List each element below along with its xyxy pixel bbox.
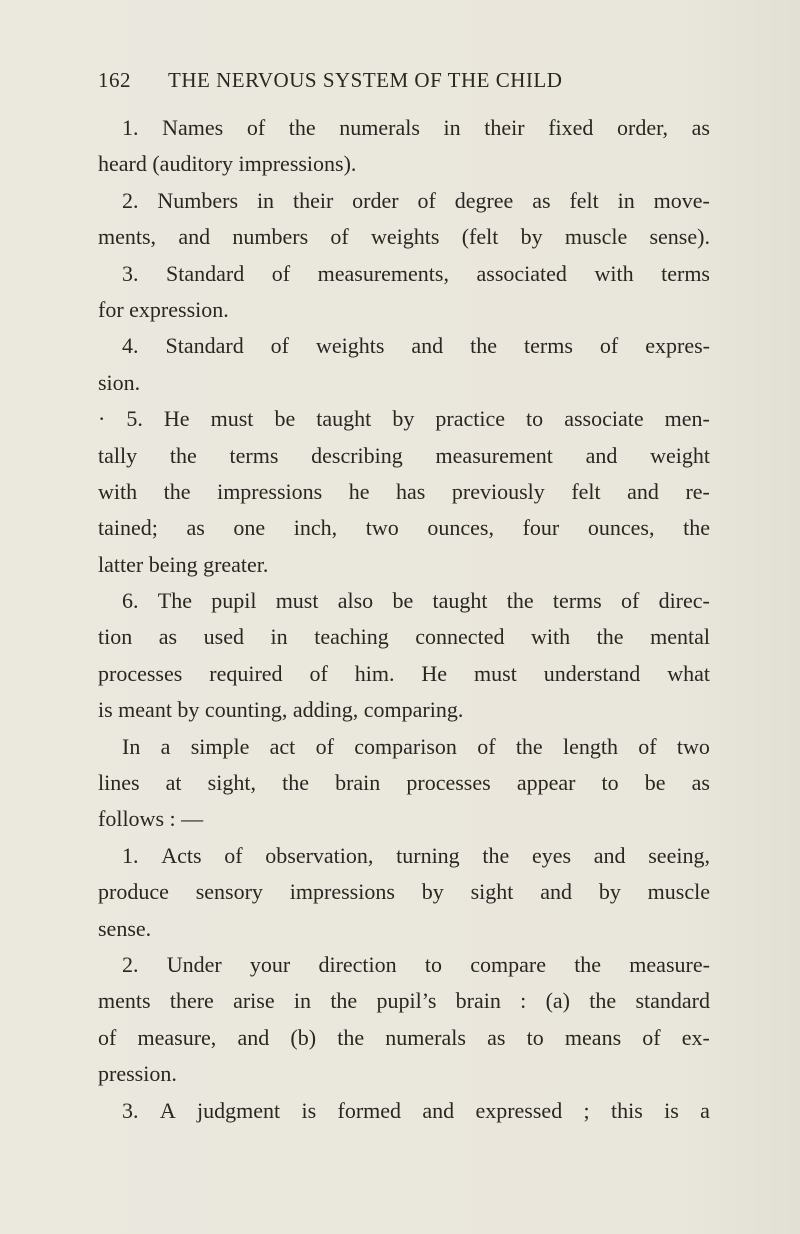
text-line: produce sensory impressions by sight and by muscle [98,879,710,905]
text-line: 3. A judgment is formed and expressed ; this is a [122,1097,710,1123]
body-text [98,110,710,1129]
page-header [98,68,708,93]
text-line: tally the terms describing measurement and weight [98,442,710,468]
text-line: 2. Numbers in their order of degree as felt in move- [122,187,710,213]
text-line: · 5. He must be taught by practice to associate men- [98,406,710,432]
text-line: pression. [98,1061,177,1087]
text-line: of measure, and (b) the numerals as to means of ex- [98,1024,710,1050]
text-line: ments there arise in the pupil’s brain : (a) the standard [98,988,710,1014]
text-line: tained; as one inch, two ounces, four ounces, the [98,515,710,541]
page-number: 162 [98,68,131,92]
running-head: THE NERVOUS SYSTEM OF THE CHILD [168,68,563,92]
text-line: for expression. [98,296,229,322]
text-line: sion. [98,369,141,395]
text-line: heard (auditory impressions). [98,151,357,177]
text-line: follows : — [98,806,204,832]
text-line: 2. Under your direction to compare the measure- [122,951,710,977]
text-line: 3. Standard of measurements, associated with terms [122,260,710,286]
text-line: 6. The pupil must also be taught the terms of direc- [122,588,710,614]
text-line: 1. Names of the numerals in their fixed order, as [122,115,710,140]
text-line: with the impressions he has previously felt and re- [98,478,710,504]
text-line: processes required of him. He must understand what [98,660,710,686]
text-line: In a simple act of comparison of the length of two [122,733,710,759]
text-line: sense. [98,915,152,941]
text-line: ments, and numbers of weights (felt by muscle sense). [98,224,710,250]
text-line: latter being greater. [98,551,269,577]
text-line: 1. Acts of observation, turning the eyes and seeing, [122,842,710,868]
text-line: is meant by counting, adding, comparing. [98,697,464,723]
text-line: tion as used in teaching connected with the mental [98,624,710,650]
text-line: 4. Standard of weights and the terms of expres- [122,333,710,359]
text-line: lines at sight, the brain processes appear to be as [98,770,710,796]
